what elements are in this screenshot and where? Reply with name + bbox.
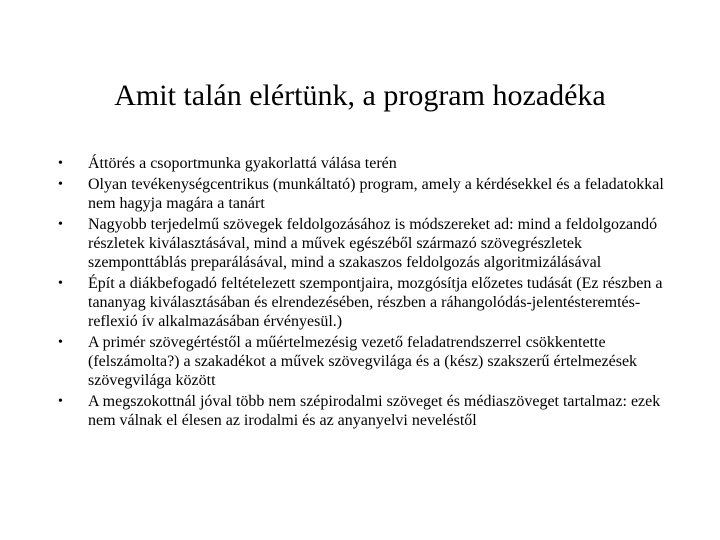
bullet-text: A megszokottnál jóval több nem szépirodalmi szöveget és médiaszöveget tartalmaz: ezek nem válnak el élesen az irodalmi és az anyanyelvi neveléstől <box>88 393 661 429</box>
bullet-icon: • <box>58 276 63 291</box>
slide-title: Amit talán elértünk, a program hozadéka <box>114 79 606 112</box>
bullet-icon: • <box>58 156 63 171</box>
bullet-text: Áttörés a csoportmunka gyakorlattá válása terén <box>88 155 397 172</box>
bullet-text: Olyan tevékenységcentrikus (munkáltató) program, amely a kérdésekkel és a feladatokkal nem hagyja magára a tanárt <box>88 176 664 212</box>
bullet-text: Épít a diákbefogadó feltételezett szempontjaira, mozgósítja előzetes tudását (Ez részben a tananyag kiválasztásában és elrendezésében, részben a ráhangolódás-jelentésteremtés-reflexió ív alkalmazásában érvényesül.) <box>88 275 663 330</box>
bullet-item <box>54 215 664 272</box>
bullet-icon: • <box>58 177 63 192</box>
bullet-list <box>54 154 664 432</box>
bullet-item <box>54 392 664 430</box>
bullet-item <box>54 274 664 331</box>
bullet-item <box>54 175 664 213</box>
bullet-icon: • <box>58 217 63 232</box>
bullet-item <box>54 154 664 173</box>
bullet-text: Nagyobb terjedelmű szövegek feldolgozásához is módszereket ad: mind a feldolgozandó részletek kiválasztásával, mind a művek egészéből származó szövegrészletek szemponttáblás preparálásával, mind a szakaszos feldolgozás algoritmizálásával <box>88 216 658 271</box>
bullet-icon: • <box>58 335 63 350</box>
bullet-item <box>54 333 664 390</box>
bullet-text: A primér szövegértéstől a műértelmezésig vezető feladatrendszerrel csökkentette (felszámolta?) a szakadékot a művek szövegvilága és a (kész) szakszerű értelmezések szövegvilága között <box>88 334 638 389</box>
bullet-icon: • <box>58 394 63 409</box>
